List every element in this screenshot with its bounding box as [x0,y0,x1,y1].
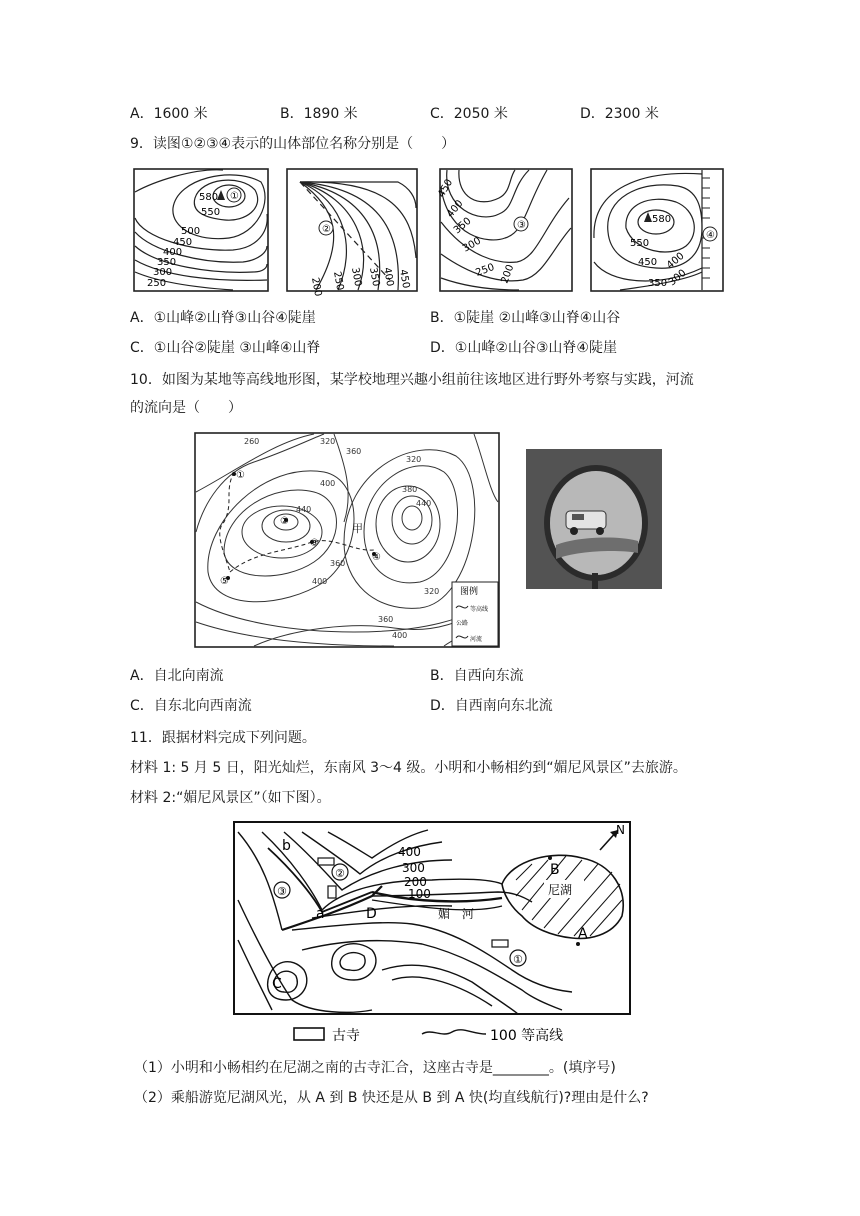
q8-option-a: A．1600 米 [130,106,208,122]
label-circle-4: ④ [706,230,715,241]
q10-option-a: A．自北向南流 [130,668,224,684]
legend-temple: 古寺 [332,1028,360,1044]
label-200: 200 [499,263,517,286]
label-450: 450 [173,237,193,248]
label-400: 400 [163,247,183,258]
q8-option-d: D．2300 米 [580,106,659,122]
q10-legend [452,582,498,646]
label-B: B [550,862,560,878]
label-400: 400 [444,198,466,220]
label-320c: 320 [424,587,440,596]
label-300: 300 [666,267,689,289]
q11-material-2: 材料 2:“媚尼风景区”（如下图）。 [130,790,331,806]
q11-scenic-map [232,820,632,1052]
label-360b: 360 [330,559,346,568]
q10-option-d: D．自西南向东北流 [430,698,553,714]
q11-legend [294,1027,563,1044]
label-440-east: 440 [416,499,432,508]
q9-option-d: D．①山峰②山谷③山脊④陡崖 [430,340,617,356]
label-580: 580 [199,192,219,203]
label-circle-3: ③ [277,885,287,898]
label-C: C [272,976,282,992]
q9-figure-1 [133,168,269,292]
convex-mirror-photo [526,449,662,589]
label-400b: 400 [312,577,328,586]
label-point-3: ③ [310,538,319,549]
label-400: 400 [320,479,336,488]
q9-option-c: C．①山谷②陡崖 ③山峰④山脊 [130,340,321,356]
contour-200: 200 [404,875,427,889]
label-350: 350 [648,278,668,289]
q11-sub1: （1）小明和小畅相约在尼湖之南的古寺汇合，这座古寺是________。(填序号) [134,1060,616,1076]
contour-400: 400 [398,845,421,859]
label-a: a [316,906,325,922]
label-300: 300 [461,235,484,255]
label-point-1: ① [236,470,245,481]
contour-300: 300 [402,861,425,875]
q11-material-1: 材料 1: 5 月 5 日，阳光灿烂，东南风 3～4 级。小明和小畅相约到“媚尼风景区”去旅游。 [130,760,687,776]
label-circle-2: ② [335,867,345,880]
legend-contour: 100 等高线 [490,1028,564,1044]
q11-stem: 11．跟据材料完成下列问题。 [130,730,316,746]
label-350: 350 [367,266,382,288]
legend-contour: 等高线 [470,606,489,613]
q8-option-c: C．2050 米 [430,106,508,122]
q10-contour-map [194,432,500,648]
temple-3 [328,886,336,898]
temple-1 [492,940,508,947]
label-400: 400 [664,250,687,272]
contour-100: 100 [408,887,431,901]
label-circle-3: ③ [517,220,526,231]
label-320: 320 [320,437,336,446]
label-550: 550 [201,207,221,218]
q10-option-c: C．自东北向西南流 [130,698,252,714]
label-360: 360 [346,447,362,456]
q9-stem: 9．读图①②③④表示的山体部位名称分别是（ ） [130,136,456,152]
q10-stem-line2: 的流向是（ ） [130,400,242,416]
lake-name: 尼湖 [548,883,573,897]
label-400: 400 [381,266,396,288]
legend-road: 公路 [456,620,469,627]
q9-figure-2 [286,168,418,298]
label-250: 250 [147,278,167,289]
temple-legend-icon [294,1028,324,1040]
label-b: b [282,838,291,854]
label-450: 450 [436,177,456,200]
label-200: 200 [309,276,324,298]
temple-2 [318,858,334,865]
label-300: 300 [153,267,173,278]
label-500: 500 [181,226,201,237]
q11-sub2: （2）乘船游览尼湖风光，从 A 到 B 快还是从 B 到 A 快(均直线航行)?理由是什么? [134,1090,649,1106]
q10-option-b: B．自西向东流 [430,668,524,684]
river-name: 媚 河 [438,907,475,921]
label-450: 450 [397,268,412,290]
label-250: 250 [331,270,346,292]
q8-option-b: B．1890 米 [280,106,358,122]
label-A: A [578,926,588,942]
label-260: 260 [244,437,260,446]
label-point-4: ④ [372,552,381,563]
q9-option-b: B．①陡崖 ②山峰③山脊④山谷 [430,310,621,326]
label-250: 250 [474,261,496,279]
label-circle-1: ① [230,191,239,202]
q9-figure-4 [590,168,724,292]
label-350: 350 [451,215,474,237]
label-380: 380 [402,485,418,494]
label-580: 580 [652,214,672,225]
label-point-5: ⑤ [220,576,229,587]
label-circle-1: ① [513,953,523,966]
label-360c: 360 [378,615,394,624]
label-320b: 320 [406,455,422,464]
label-jia: 甲 [352,522,363,535]
label-point-2: ② [280,516,289,527]
label-300: 300 [349,266,364,288]
label-400c: 400 [392,631,408,640]
label-450: 450 [638,257,658,268]
label-350: 350 [157,257,177,268]
q10-stem-line1: 10．如图为某地等高线地形图，某学校地理兴趣小组前往该地区进行野外考察与实践，河流 [130,372,694,388]
legend-river: 河流 [470,636,483,643]
label-circle-2: ② [322,224,331,235]
label-D: D [366,906,377,922]
north-arrow: N [616,823,625,837]
label-440-west: 440 [296,505,312,514]
label-550: 550 [630,238,650,249]
legend-title: 图例 [460,587,479,597]
q9-figure-3 [436,168,573,292]
q9-option-a: A．①山峰②山脊③山谷④陡崖 [130,310,316,326]
